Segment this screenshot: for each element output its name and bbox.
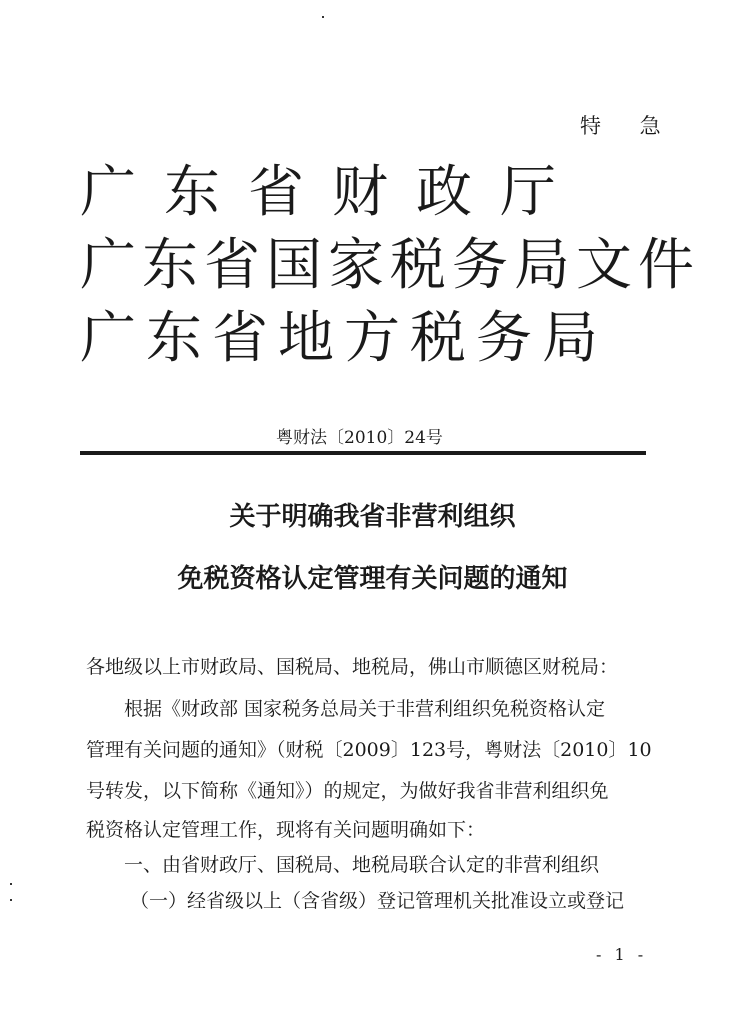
paragraph-line: 根据《财政部 国家税务总局关于非营利组织免税资格认定 (124, 698, 606, 720)
paragraph-line: 号转发，以下简称《通知》）的规定，为做好我省非营利组织免 (86, 780, 609, 802)
document-title-line-1: 关于明确我省非营利组织 (229, 502, 516, 532)
paragraph-line: 管理有关问题的通知》（财税〔2009〕123号，粤财法〔2010〕10 (86, 739, 652, 761)
document-body (86, 0, 652, 1024)
scan-speck (10, 899, 12, 901)
issuer-state-tax-bureau: 广东省国家税务局文件 (80, 233, 700, 298)
page-number: - 1 - (596, 945, 648, 964)
salutation: 各地级以上市财政局、国税局、地税局，佛山市顺德区财税局： (86, 656, 619, 678)
document-number: 粤财法〔2010〕24号 (276, 428, 443, 448)
issuer-finance-department: 广东省财政厅 (80, 160, 584, 225)
urgency-label: 特 急 (580, 114, 677, 138)
scan-speck (10, 883, 12, 885)
paragraph-line: 税资格认定管理工作，现将有关问题明确如下： (86, 819, 486, 841)
scan-speck (322, 16, 324, 18)
list-item: （一）经省级以上（含省级）登记管理机关批准设立或登记 (130, 890, 625, 912)
document-title-line-2: 免税资格认定管理有关问题的通知 (177, 564, 568, 594)
section-heading: 一、由省财政厅、国税局、地税局联合认定的非营利组织 (124, 854, 600, 876)
issuer-local-tax-bureau: 广东省地方税务局 (80, 306, 608, 371)
